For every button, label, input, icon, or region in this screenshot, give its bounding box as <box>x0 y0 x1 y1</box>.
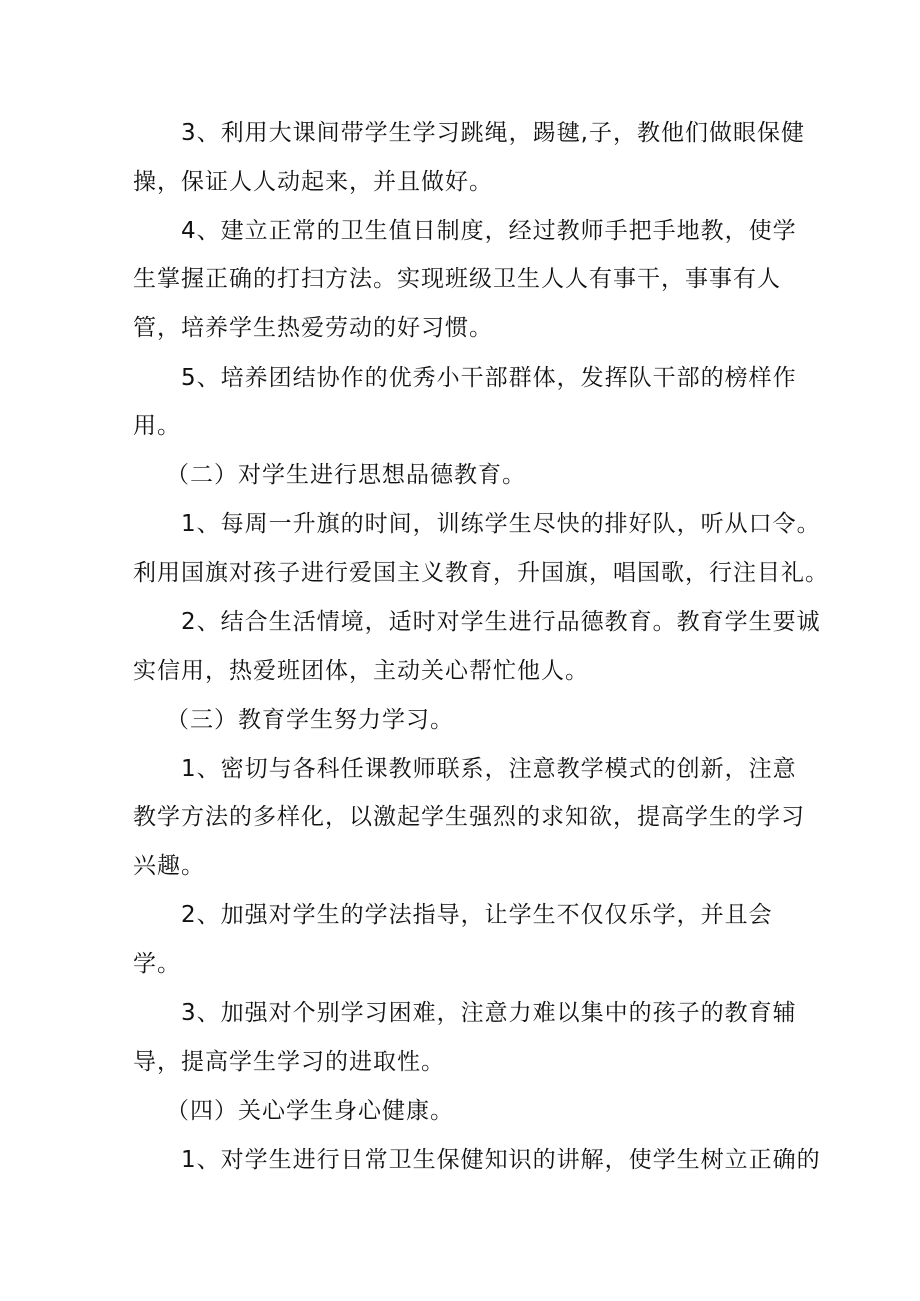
text-line: 5、培养团结协作的优秀小干部群体，发挥队干部的榜样作 <box>181 365 797 391</box>
text-line: 教学方法的多样化，以激起学生强烈的求知欲，提高学生的学习 <box>133 804 805 830</box>
text-line: 4、建立正常的卫生值日制度，经过教师手把手地教，使学 <box>181 218 797 244</box>
text-line: 1、对学生进行日常卫生保健知识的讲解，使学生树立正确的 <box>181 1147 821 1173</box>
text-line: 用。 <box>133 413 181 439</box>
section-heading: （四）关心学生身心健康。 <box>166 1098 454 1124</box>
text-line: 3、利用大课间带学生学习跳绳，踢毽,子，教他们做眼保健 <box>181 120 805 146</box>
text-line: 兴趣。 <box>133 853 205 879</box>
text-line: 学。 <box>133 951 181 977</box>
section-heading: （三）教育学生努力学习。 <box>166 707 454 733</box>
text-line: 2、结合生活情境，适时对学生进行品德教育。教育学生要诚 <box>181 609 821 635</box>
text-line: 生掌握正确的打扫方法。实现班级卫生人人有事干，事事有人 <box>133 266 781 292</box>
text-line: 管，培养学生热爱劳动的好习惯。 <box>133 315 493 341</box>
text-line: 导，提高学生学习的进取性。 <box>133 1049 445 1075</box>
text-line: 3、加强对个别学习困难，注意力难以集中的孩子的教育辅 <box>181 1000 797 1026</box>
text-line: 操，保证人人动起来，并且做好。 <box>133 169 493 195</box>
text-line: 1、每周一升旗的时间，训练学生尽快的排好队，听从口令。 <box>181 511 821 537</box>
text-line: 2、加强对学生的学法指导，让学生不仅仅乐学，并且会 <box>181 902 773 928</box>
section-heading: （二）对学生进行思想品德教育。 <box>166 462 526 488</box>
text-line: 实信用，热爱班团体，主动关心帮忙他人。 <box>133 658 589 684</box>
text-line: 1、密切与各科任课教师联系，注意教学模式的创新，注意 <box>181 756 797 782</box>
text-line: 利用国旗对孩子进行爱国主义教育，升国旗，唱国歌，行注目礼。 <box>133 560 829 586</box>
